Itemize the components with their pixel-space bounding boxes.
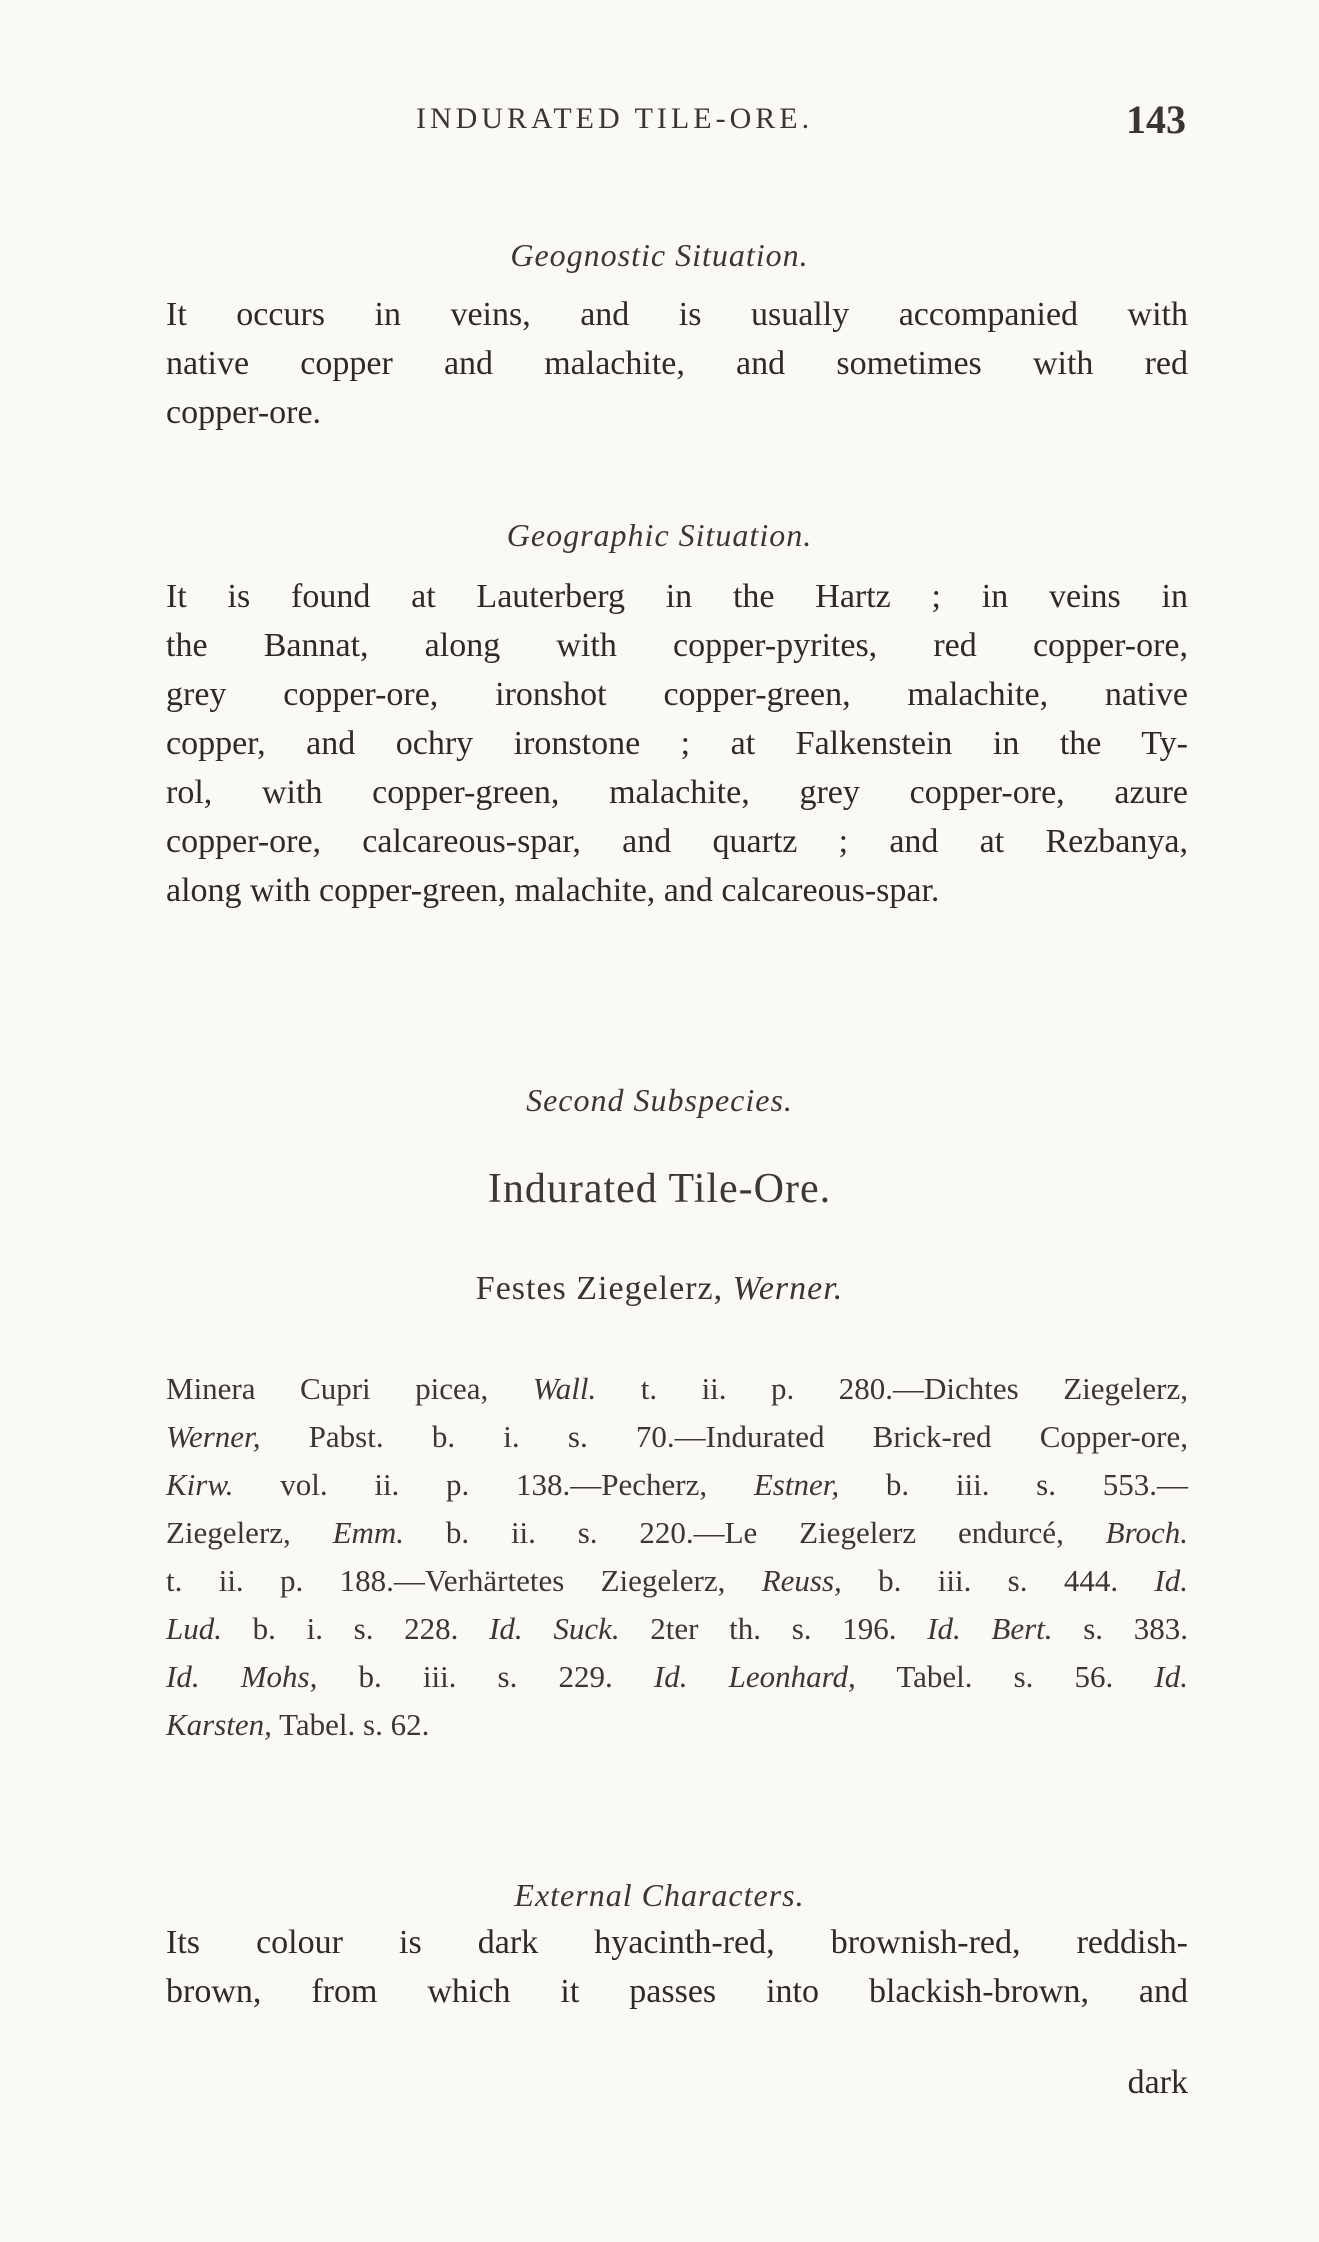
synonym-name: Festes Ziegelerz, xyxy=(475,1270,724,1307)
reference-italic-text: Id. Suck. xyxy=(489,1611,620,1646)
reference-italic-text: Wall. xyxy=(532,1371,597,1406)
running-title: INDURATED TILE-ORE. xyxy=(416,102,814,135)
text-line: brown, from which it passes into blackish-brown, and xyxy=(166,1973,1188,2010)
synonym-author: Werner. xyxy=(732,1270,844,1307)
reference-italic-text: Estner, xyxy=(753,1467,840,1502)
text-line: Its colour is dark hyacinth-red, brownish-red, reddish- xyxy=(166,1924,1188,1961)
reference-italic-text: Werner, xyxy=(166,1419,261,1454)
heading-external-characters: External Characters. xyxy=(514,1877,805,1913)
reference-text: 2ter th. s. 196. xyxy=(619,1611,928,1646)
reference-italic-text: Emm. xyxy=(332,1515,405,1550)
heading-geographic-situation: Geographic Situation. xyxy=(506,517,813,553)
page-number: 143 xyxy=(1126,97,1186,142)
heading-second-subspecies: Second Subspecies. xyxy=(526,1082,793,1118)
reference-italic-text: Reuss, xyxy=(761,1563,842,1598)
references-block xyxy=(166,1365,1188,1749)
text-line: rol, with copper-green, malachite, grey copper-ore, azure xyxy=(166,774,1188,811)
text-line: native copper and malachite, and sometimes with red xyxy=(166,345,1188,382)
reference-italic-text: Id. xyxy=(1154,1659,1188,1694)
reference-italic-text: Id. Mohs, xyxy=(166,1659,318,1694)
text-line: It occurs in veins, and is usually accompanied with xyxy=(166,296,1188,333)
reference-text: Pabst. b. i. s. 70.—Indurated Brick-red Copper-ore, xyxy=(260,1419,1188,1454)
reference-line xyxy=(166,1701,1188,1749)
text-line: copper-ore. xyxy=(166,394,322,431)
paragraph-geognostic xyxy=(166,290,1188,437)
reference-line xyxy=(166,1557,1188,1605)
reference-text: b. i. s. 228. xyxy=(222,1611,490,1646)
reference-italic-text: Id. Leonhard, xyxy=(653,1659,856,1694)
paragraph-external xyxy=(166,1918,1188,2016)
text-line: copper, and ochry ironstone ; at Falkenstein in the Ty- xyxy=(166,725,1188,762)
text-line: grey copper-ore, ironshot copper-green, malachite, native xyxy=(166,676,1188,713)
text-line: along with copper-green, malachite, and calcareous-spar. xyxy=(166,872,940,909)
reference-line xyxy=(166,1509,1188,1557)
reference-italic-text: Lud. xyxy=(166,1611,222,1646)
paragraph-geographic xyxy=(166,572,1188,915)
reference-text: b. iii. s. 444. xyxy=(841,1563,1155,1598)
text-line: It is found at Lauterberg in the Hartz ; in veins in xyxy=(166,578,1188,615)
heading-geognostic-situation: Geognostic Situation. xyxy=(510,237,809,273)
reference-italic-text: Id. Bert. xyxy=(927,1611,1053,1646)
synonym-line xyxy=(0,1270,1319,1308)
reference-line xyxy=(166,1413,1188,1461)
reference-text: Tabel. s. 56. xyxy=(855,1659,1155,1694)
reference-text: Ziegelerz, xyxy=(166,1515,333,1550)
reference-line xyxy=(166,1605,1188,1653)
catchword: dark xyxy=(1127,2064,1188,2101)
reference-text: s. 383. xyxy=(1052,1611,1188,1646)
text-line: the Bannat, along with copper-pyrites, red copper-ore, xyxy=(166,627,1188,664)
text-line: copper-ore, calcareous-spar, and quartz ; and at Rezbanya, xyxy=(166,823,1188,860)
reference-line xyxy=(166,1653,1188,1701)
reference-line xyxy=(166,1461,1188,1509)
reference-text: b. iii. s. 229. xyxy=(317,1659,654,1694)
section-title: Indurated Tile-Ore. xyxy=(487,1166,832,1212)
reference-italic-text: Broch. xyxy=(1105,1515,1188,1550)
reference-text: b. iii. s. 553.— xyxy=(839,1467,1188,1502)
reference-italic-text: Id. xyxy=(1154,1563,1188,1598)
reference-text: t. ii. p. 280.—Dichtes Ziegelerz, xyxy=(596,1371,1188,1406)
reference-line xyxy=(166,1365,1188,1413)
reference-italic-text: Karsten, xyxy=(166,1707,272,1742)
reference-text: vol. ii. p. 138.—Pecherz, xyxy=(233,1467,754,1502)
reference-text: b. ii. s. 220.—Le Ziegelerz endurcé, xyxy=(404,1515,1106,1550)
running-head xyxy=(166,97,1186,152)
reference-italic-text: Kirw. xyxy=(166,1467,234,1502)
reference-text: Minera Cupri picea, xyxy=(166,1371,533,1406)
reference-text: Tabel. s. 62. xyxy=(271,1707,430,1742)
reference-text: t. ii. p. 188.—Verhärtetes Ziegelerz, xyxy=(166,1563,762,1598)
